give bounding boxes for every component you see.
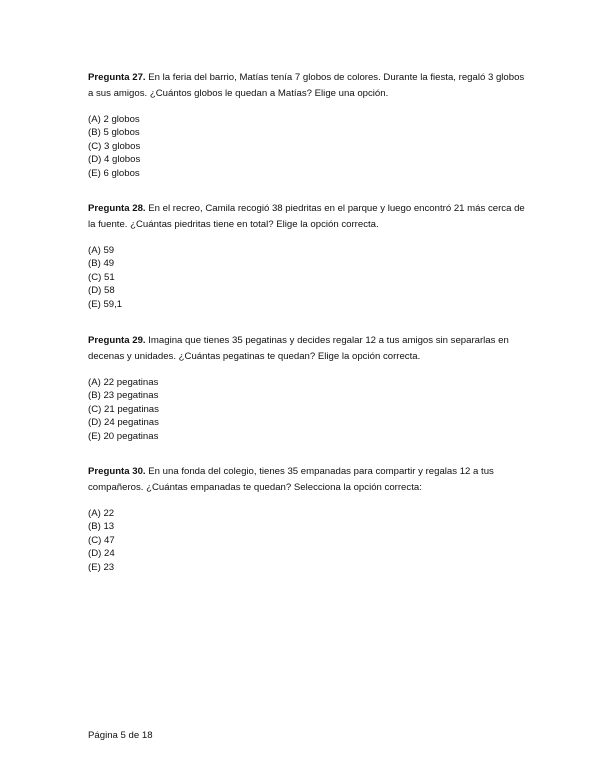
- option-c[interactable]: (C) 47: [88, 534, 115, 546]
- question-30-body: En una fonda del colegio, tienes 35 empanadas para compartir y regalas 12 a tus compañeros. ¿Cuántas empanadas te quedan? Selecciona la opción correcta:: [88, 466, 494, 493]
- question-30-options: [88, 507, 528, 574]
- question-29-text: [88, 333, 528, 365]
- option-e[interactable]: (E) 20 pegatinas: [88, 430, 159, 442]
- option-a[interactable]: (A) 2 globos: [88, 114, 140, 125]
- question-29-label: Pregunta 29.: [88, 335, 146, 346]
- option-a[interactable]: (A) 59: [88, 245, 115, 256]
- question-27-label: Pregunta 27.: [88, 72, 146, 83]
- question-30-label: Pregunta 30.: [88, 466, 146, 477]
- option-a[interactable]: (A) 22 pegatinas: [88, 377, 159, 388]
- option-c[interactable]: (C) 51: [88, 271, 115, 283]
- page-number-footer: Página 5 de 18: [88, 730, 153, 741]
- question-28-text: [88, 201, 528, 233]
- option-a[interactable]: (A) 22: [88, 508, 115, 519]
- option-b[interactable]: (B) 23 pegatinas: [88, 390, 159, 402]
- option-d[interactable]: (D) 4 globos: [88, 154, 141, 166]
- question-28: [88, 201, 528, 311]
- question-27-text: [88, 70, 528, 102]
- option-b[interactable]: (B) 49: [88, 258, 115, 270]
- question-27-options: [88, 113, 528, 180]
- question-29: [88, 333, 528, 443]
- question-27: [88, 70, 528, 180]
- option-b[interactable]: (B) 5 globos: [88, 127, 140, 139]
- option-d[interactable]: (D) 24: [88, 548, 115, 560]
- option-e[interactable]: (E) 59,1: [88, 298, 123, 310]
- option-d[interactable]: (D) 24 pegatinas: [88, 417, 159, 429]
- question-28-options: [88, 244, 528, 311]
- option-e[interactable]: (E) 6 globos: [88, 167, 140, 179]
- question-28-body: En el recreo, Camila recogió 38 piedritas en el parque y luego encontró 21 más cerca de la fuente. ¿Cuántas piedritas tiene en total? Elige la opción correcta.: [88, 203, 525, 230]
- question-30-text: [88, 464, 528, 496]
- option-c[interactable]: (C) 21 pegatinas: [88, 403, 159, 415]
- question-30: [88, 464, 528, 574]
- option-c[interactable]: (C) 3 globos: [88, 140, 141, 152]
- option-b[interactable]: (B) 13: [88, 521, 115, 533]
- option-d[interactable]: (D) 58: [88, 285, 115, 297]
- question-29-body: Imagina que tienes 35 pegatinas y decides regalar 12 a tus amigos sin separarlas en decenas y unidades. ¿Cuántas pegatinas te quedan? Elige la opción correcta.: [88, 335, 509, 362]
- question-27-body: En la feria del barrio, Matías tenía 7 globos de colores. Durante la fiesta, regaló 3 globos a sus amigos. ¿Cuántos globos le quedan a Matías? Elige una opción.: [88, 72, 525, 99]
- question-28-label: Pregunta 28.: [88, 203, 146, 214]
- question-29-options: [88, 376, 528, 443]
- option-e[interactable]: (E) 23: [88, 561, 115, 573]
